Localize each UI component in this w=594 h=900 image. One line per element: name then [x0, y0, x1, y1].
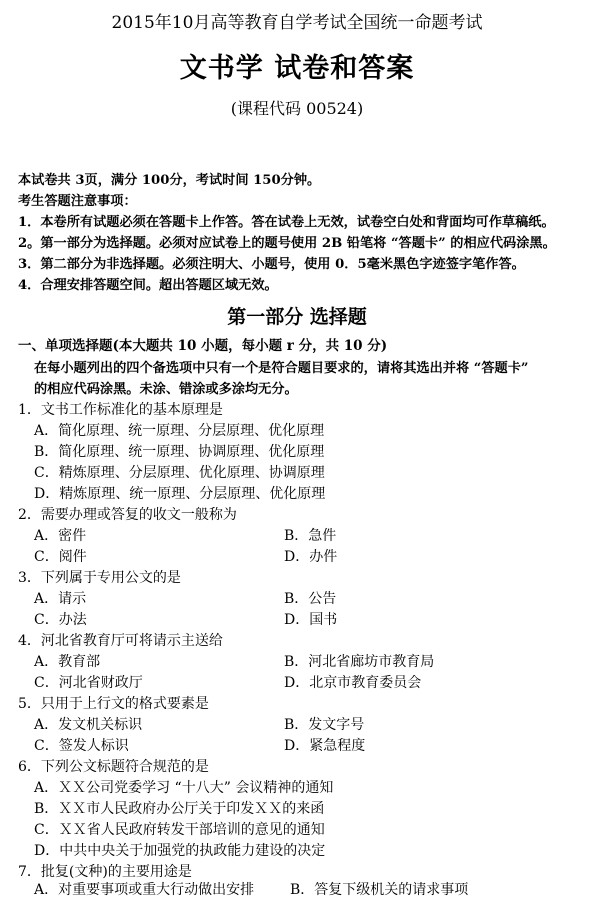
notice-line: 考生答题注意事项： — [18, 194, 137, 209]
question-option: C．签发人标识 — [34, 738, 129, 754]
notice-line: 2。第一部分为选择题。必须对应试卷上的题号使用 2B 铅笔将 “答题卡” 的相应代码涂黑。 — [18, 236, 556, 251]
question-option: B．急件 — [284, 528, 337, 544]
question-option: D．精炼原理、统一原理、分层原理、优化原理 — [34, 486, 326, 502]
question-option: A．密件 — [34, 528, 87, 544]
question-option: A．教育部 — [34, 654, 101, 670]
instruction-line: 的相应代码涂黑。未涂、错涂或多涂均无分。 — [34, 382, 298, 397]
question-stem: 2．需要办理或答复的收文一般称为 — [18, 507, 237, 523]
question-option: C．阅件 — [34, 549, 87, 565]
notice-line: 本试卷共 3页，满分 100分，考试时间 150分钟。 — [18, 173, 321, 188]
question-option: A．ＸＸ公司党委学习 “十八大” 会议精神的通知 — [34, 780, 334, 796]
question-option: D．国书 — [284, 612, 338, 628]
question-option: C．办法 — [34, 612, 87, 628]
question-option: B．简化原理、统一原理、协调原理、优化原理 — [34, 444, 325, 460]
question-option: B．答复下级机关的请求事项 — [290, 882, 469, 898]
main-title: 文书学 试卷和答案 — [179, 53, 415, 84]
question-group-title: 一、单项选择题(本大题共 10 小题，每小题 r 分，共 10 分) — [18, 338, 388, 354]
question-option: C．精炼原理、分层原理、优化原理、协调原理 — [34, 465, 325, 481]
question-stem: 3．下列属于专用公文的是 — [18, 570, 181, 586]
notice-line: 3．第二部分为非选择题。必须注明大、小题号，使用 0．5毫米黑色字迹签字笔作答。 — [18, 257, 525, 272]
instruction-line: 在每小题列出的四个备选项中只有一个是符合题目要求的，请将其选出并将 “答题卡” — [34, 361, 529, 376]
course-code: (课程代码 00524) — [230, 99, 364, 118]
question-option: A．请示 — [34, 591, 87, 607]
question-option: B．发文字号 — [284, 717, 365, 733]
question-option: B．河北省廊坊市教育局 — [284, 654, 435, 670]
question-option: D．办件 — [284, 549, 338, 565]
question-option: D．北京市教育委员会 — [284, 675, 422, 691]
question-option: A．简化原理、统一原理、分层原理、优化原理 — [34, 423, 325, 439]
exam-title: 2015年10月高等教育自学考试全国统一命题考试 — [111, 13, 483, 33]
question-stem: 4．河北省教育厅可将请示主送给 — [18, 633, 223, 649]
question-stem: 5．只用于上行文的格式要素是 — [18, 696, 209, 712]
section-heading: 第一部分 选择题 — [227, 306, 367, 328]
question-option: D．紧急程度 — [284, 738, 366, 754]
question-option: A．对重要事项或重大行动做出安排 — [34, 882, 255, 898]
question-stem: 6．下列公文标题符合规范的是 — [18, 759, 209, 775]
question-option: D．中共中央关于加强党的执政能力建设的决定 — [34, 843, 326, 859]
question-option: B．ＸＸ市人民政府办公厅关于印发ＸＸ的来函 — [34, 801, 325, 817]
notice-line: 4．合理安排答题空间。超出答题区域无效。 — [18, 278, 278, 293]
question-option: C．河北省财政厅 — [34, 675, 143, 691]
question-stem: 7．批复(文种)的主要用途是 — [18, 864, 192, 880]
question-option: A．发文机关标识 — [34, 717, 143, 733]
question-stem: 1．文书工作标准化的基本原理是 — [18, 402, 223, 418]
notice-line: 1．本卷所有试题必须在答题卡上作答。答在试卷上无效，试卷空白处和背面均可作草稿纸。 — [18, 215, 555, 230]
question-option: B．公告 — [284, 591, 337, 607]
question-option: C．ＸＸ省人民政府转发干部培训的意见的通知 — [34, 822, 325, 838]
